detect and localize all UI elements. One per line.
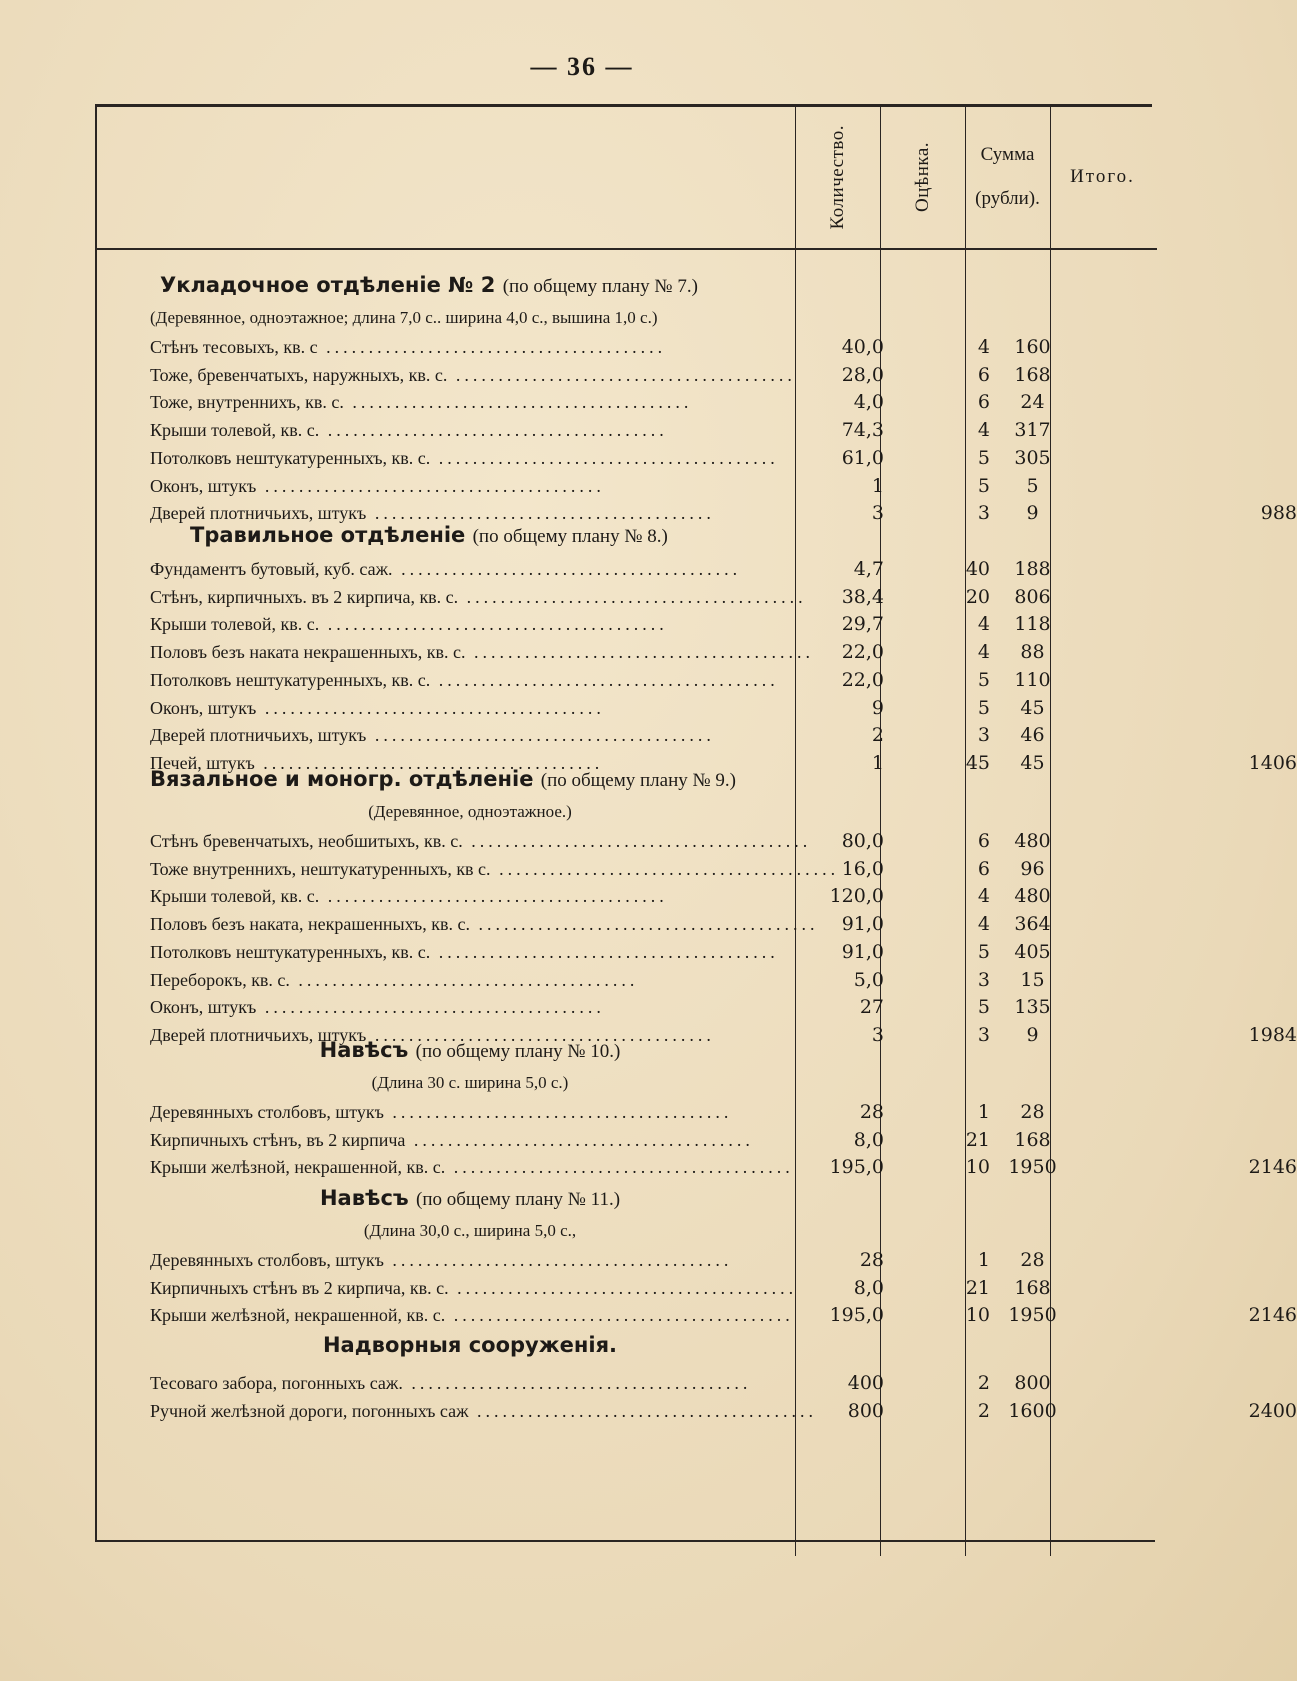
table-row xyxy=(150,939,1155,966)
row-sum: 96 xyxy=(1020,857,1045,880)
section-subnote: (Деревянное, одноэтажное; длина 7,0 с.. ширина 4,0 с., вышина 1,0 с.) xyxy=(150,308,658,327)
row-rate: 10 xyxy=(965,1156,990,1179)
row-qty: 28,0 xyxy=(841,363,884,386)
row-rate: 6 xyxy=(977,830,990,852)
row-rate: 4 xyxy=(977,613,990,636)
row-qty: 80,0 xyxy=(841,830,884,852)
row-qty: 2 xyxy=(871,724,884,747)
table-row xyxy=(150,445,1155,472)
table-row xyxy=(150,722,1155,749)
leader-dots: ........................................ xyxy=(383,1250,733,1270)
row-label-text: Дверей плотничьихъ, штукъ xyxy=(150,725,367,746)
row-label xyxy=(150,639,814,666)
row-label xyxy=(150,667,792,694)
row-label xyxy=(150,1370,792,1397)
leader-dots: ........................................ xyxy=(256,475,605,496)
leader-dots: ........................................ xyxy=(256,697,605,718)
row-rate: 5 xyxy=(977,940,990,963)
row-sum: 480 xyxy=(1014,830,1051,852)
table-row xyxy=(150,883,1155,910)
row-rate: 2 xyxy=(977,1372,990,1394)
page-number: — 36 — xyxy=(530,52,634,81)
row-sum: 1600 xyxy=(1008,1399,1057,1422)
section-title-text: Навѣсъ xyxy=(319,1038,409,1062)
table-row xyxy=(150,911,1155,938)
row-label xyxy=(150,389,792,416)
header-qty-label: Количество. xyxy=(826,124,848,230)
leader-dots: ........................................ xyxy=(402,1373,752,1393)
header-sum xyxy=(965,108,1050,246)
row-total: 2400 xyxy=(1248,1399,1297,1422)
row-rate: 1 xyxy=(977,1249,990,1271)
row-rate: 21 xyxy=(965,1128,990,1151)
row-label xyxy=(150,856,840,883)
row-qty: 61,0 xyxy=(841,446,884,469)
row-qty: 3 xyxy=(871,502,884,525)
row-sum: 1950 xyxy=(1008,1304,1057,1327)
section-title-note: (по общему плану № 11.) xyxy=(416,1189,621,1210)
row-rate: 3 xyxy=(977,502,990,525)
table-row xyxy=(150,695,1155,722)
row-qty: 27 xyxy=(859,996,884,1019)
section-title xyxy=(150,1035,790,1067)
section-title-note: (по общему плану № 9.) xyxy=(540,770,736,791)
row-label xyxy=(150,1398,818,1425)
header-sum-line2: (рубли). xyxy=(975,188,1040,209)
row-sum: 28 xyxy=(1020,1249,1045,1271)
row-rate: 3 xyxy=(977,968,990,991)
row-label xyxy=(150,445,792,472)
row-label-text: Половъ безъ наката некрашенныхъ, кв. с. xyxy=(150,642,466,663)
row-label-text: Стѣнъ тесовыхъ, кв. с xyxy=(150,337,318,357)
row-rate: 6 xyxy=(977,391,990,414)
section-title xyxy=(150,1330,790,1360)
leader-dots: ........................................ xyxy=(448,1277,798,1298)
leader-dots: ........................................ xyxy=(430,447,779,468)
row-label-text: Крыши желѣзной, некрашенной, кв. с. xyxy=(150,1157,446,1178)
row-label-text: Крыши толевой, кв. с. xyxy=(150,886,320,907)
leader-dots: ........................................ xyxy=(490,858,840,879)
section-subnote: (Длина 30,0 с., ширина 5,0 с., xyxy=(363,1221,577,1240)
row-rate: 20 xyxy=(965,585,990,608)
row-qty: 22,0 xyxy=(841,668,884,691)
row-qty: 22,0 xyxy=(841,641,884,664)
row-sum: 800 xyxy=(1014,1372,1051,1394)
section-title-text: Навѣсъ xyxy=(319,1186,409,1210)
row-label xyxy=(150,1247,792,1274)
row-qty: 91,0 xyxy=(841,940,884,963)
row-sum: 188 xyxy=(1014,558,1051,580)
row-total: 1406 xyxy=(1248,751,1297,774)
row-label-text: Кирпичныхъ стѣнъ, въ 2 кирпича xyxy=(150,1129,406,1150)
row-rate: 4 xyxy=(977,336,990,358)
table-row xyxy=(150,639,1155,666)
row-label-text: Переборокъ, кв. с. xyxy=(150,969,290,990)
row-label-text: Оконъ, штукъ xyxy=(150,475,257,496)
header-rule xyxy=(95,248,1157,250)
row-sum: 15 xyxy=(1020,968,1045,991)
row-rate: 1 xyxy=(977,1101,990,1123)
row-sum: 28 xyxy=(1020,1101,1045,1123)
table-row xyxy=(150,994,1155,1021)
table-row xyxy=(150,1247,1155,1274)
row-qty: 8,0 xyxy=(853,1128,884,1151)
row-rate: 21 xyxy=(965,1276,990,1299)
leader-dots: ........................................ xyxy=(289,969,639,990)
row-label xyxy=(150,1275,798,1302)
leader-dots: ........................................ xyxy=(462,831,812,851)
table-row xyxy=(150,1275,1155,1302)
row-sum: 9 xyxy=(1026,1023,1039,1046)
row-sum: 1950 xyxy=(1008,1156,1057,1179)
leader-dots: ........................................ xyxy=(366,725,715,746)
row-qty: 8,0 xyxy=(853,1276,884,1299)
section-title xyxy=(190,520,830,552)
row-label-text: Ручной желѣзной дороги, погонныхъ саж xyxy=(150,1400,469,1421)
row-label-text: Дверей плотничьихъ, штукъ xyxy=(150,503,367,524)
row-label xyxy=(150,417,792,444)
row-label xyxy=(150,1154,792,1181)
row-sum: 305 xyxy=(1014,446,1051,469)
table-row xyxy=(150,389,1155,416)
row-qty: 74,3 xyxy=(841,419,884,442)
row-label xyxy=(150,473,792,500)
row-label xyxy=(150,334,792,361)
leader-dots: ........................................ xyxy=(458,586,807,607)
leader-dots: ........................................ xyxy=(366,503,715,524)
row-label-text: Потолковъ нештукатуренныхъ, кв. с. xyxy=(150,941,431,962)
section-subnote: (Деревянное, одноэтажное.) xyxy=(368,802,572,821)
table-row xyxy=(150,334,1155,361)
row-sum: 118 xyxy=(1014,613,1051,636)
leader-dots: ........................................ xyxy=(430,669,779,690)
row-sum: 405 xyxy=(1014,940,1051,963)
row-rate: 5 xyxy=(977,668,990,691)
leader-dots: ........................................ xyxy=(445,1157,794,1178)
row-label-text: Потолковъ нештукатуренныхъ, кв. с. xyxy=(150,447,431,468)
row-rate: 4 xyxy=(977,885,990,908)
row-qty: 29,7 xyxy=(841,613,884,636)
header-total-label: Итого. xyxy=(1070,166,1135,187)
table-row xyxy=(150,556,1155,583)
row-label-text: Потолковъ нештукатуренныхъ, кв. с. xyxy=(150,669,431,690)
section-title xyxy=(160,270,800,302)
row-label-text: Печей, штукъ xyxy=(150,752,255,773)
row-qty: 195,0 xyxy=(829,1156,884,1179)
row-label xyxy=(150,362,796,389)
row-sum: 806 xyxy=(1014,585,1051,608)
row-label-text: Деревянныхъ столбовъ, штукъ xyxy=(150,1250,384,1270)
row-label-text: Стѣнъ бревенчатыхъ, необшитыхъ, кв. с. xyxy=(150,831,463,851)
row-sum: 45 xyxy=(1020,696,1045,719)
leader-dots: ........................................ xyxy=(366,1024,715,1045)
row-qty: 28 xyxy=(859,1249,884,1271)
row-label xyxy=(150,828,812,855)
section-title xyxy=(150,1183,790,1215)
row-label-text: Крыши толевой, кв. с. xyxy=(150,614,320,635)
row-qty: 40,0 xyxy=(841,336,884,358)
leader-dots: ........................................ xyxy=(317,337,667,357)
row-label xyxy=(150,584,807,611)
row-qty: 3 xyxy=(871,1023,884,1046)
leader-dots: ........................................ xyxy=(468,1400,818,1421)
row-rate: 2 xyxy=(977,1399,990,1422)
row-qty: 800 xyxy=(847,1399,884,1422)
row-label xyxy=(150,883,792,910)
table-row xyxy=(150,1127,1155,1154)
row-qty: 1 xyxy=(871,474,884,497)
row-label-text: Оконъ, штукъ xyxy=(150,997,257,1018)
row-label xyxy=(150,556,792,583)
row-label-text: Дверей плотничьихъ, штукъ xyxy=(150,1024,367,1045)
row-rate: 5 xyxy=(977,696,990,719)
section-title-text: Вязальное и моногр. отдѣленіе xyxy=(150,767,534,791)
row-label xyxy=(150,1099,792,1126)
row-sum: 168 xyxy=(1014,1128,1051,1151)
row-qty: 28 xyxy=(859,1101,884,1123)
header-sum-line1: Сумма xyxy=(980,144,1035,165)
row-qty: 400 xyxy=(847,1372,884,1394)
row-rate: 5 xyxy=(977,996,990,1019)
row-sum: 168 xyxy=(1014,363,1051,386)
leader-dots: ........................................ xyxy=(383,1102,733,1122)
row-sum: 480 xyxy=(1014,885,1051,908)
row-label-text: Тоже, внутреннихъ, кв. с. xyxy=(150,392,344,413)
table-row xyxy=(150,856,1155,883)
row-sum: 5 xyxy=(1026,474,1039,497)
row-qty: 120,0 xyxy=(829,885,884,908)
section-title-text: Травильное отдѣленіе xyxy=(190,523,466,547)
leader-dots: ........................................ xyxy=(343,392,693,413)
leader-dots: ........................................ xyxy=(430,941,779,962)
leader-dots: ........................................ xyxy=(405,1129,754,1150)
row-label-text: Тесоваго забора, погонныхъ саж. xyxy=(150,1373,403,1393)
row-label-text: Деревянныхъ столбовъ, штукъ xyxy=(150,1102,384,1122)
row-rate: 4 xyxy=(977,913,990,936)
leader-dots: ........................................ xyxy=(447,364,796,385)
table-row xyxy=(150,667,1155,694)
row-label xyxy=(150,1127,792,1154)
row-sum: 88 xyxy=(1020,641,1045,664)
row-label-text: Фундаментъ бутовый, куб. саж. xyxy=(150,559,393,579)
row-label-text: Тоже, бревенчатыхъ, наружныхъ, кв. с. xyxy=(150,364,448,385)
row-label xyxy=(150,695,792,722)
row-sum: 317 xyxy=(1014,419,1051,442)
row-label-text: Крыши желѣзной, некрашенной, кв. с. xyxy=(150,1305,446,1326)
row-rate: 40 xyxy=(965,558,990,580)
row-label-text: Тоже внутреннихъ, нештукатуренныхъ, кв с. xyxy=(150,858,491,879)
row-rate: 4 xyxy=(977,641,990,664)
row-sum: 168 xyxy=(1014,1276,1051,1299)
section-subnote: (Длина 30 с. ширина 5,0 с.) xyxy=(371,1073,569,1092)
header-qty xyxy=(795,108,880,246)
row-label-text: Стѣнъ, кирпичныхъ. въ 2 кирпича, кв. с. xyxy=(150,586,459,607)
table-row xyxy=(150,828,1155,855)
header-rate xyxy=(880,108,965,246)
row-rate: 3 xyxy=(977,1023,990,1046)
table-row xyxy=(150,1154,1297,1181)
table-row xyxy=(150,967,1155,994)
row-qty: 16,0 xyxy=(841,857,884,880)
row-sum: 135 xyxy=(1014,996,1051,1019)
row-qty: 38,4 xyxy=(841,585,884,608)
leader-dots: ........................................ xyxy=(319,614,668,635)
table-row xyxy=(150,362,1155,389)
row-total: 2146 xyxy=(1248,1304,1297,1327)
section-title-note: (по общему плану № 7.) xyxy=(502,276,698,297)
row-label xyxy=(150,939,792,966)
leader-dots: ........................................ xyxy=(445,1305,794,1326)
row-qty: 1 xyxy=(871,751,884,774)
section-title-note: (по общему плану № 10.) xyxy=(415,1041,621,1062)
leader-dots: ........................................ xyxy=(392,559,742,579)
table-row xyxy=(150,611,1155,638)
row-sum: 45 xyxy=(1020,751,1045,774)
leader-dots: ........................................ xyxy=(256,997,605,1018)
row-label-text: Оконъ, штукъ xyxy=(150,697,257,718)
row-sum: 160 xyxy=(1014,336,1051,358)
header-total xyxy=(1050,108,1155,246)
row-rate: 10 xyxy=(965,1304,990,1327)
row-label xyxy=(150,722,792,749)
row-total: 988 xyxy=(1260,502,1297,525)
row-rate: 3 xyxy=(977,724,990,747)
table-row xyxy=(150,584,1155,611)
row-sum: 24 xyxy=(1020,391,1045,414)
row-label xyxy=(150,967,792,994)
row-sum: 364 xyxy=(1014,913,1051,936)
table-row xyxy=(150,1099,1155,1126)
leader-dots: ........................................ xyxy=(469,914,819,935)
row-qty: 195,0 xyxy=(829,1304,884,1327)
row-qty: 5,0 xyxy=(853,968,884,991)
table-row xyxy=(150,473,1155,500)
section-title xyxy=(150,764,790,796)
row-sum: 9 xyxy=(1026,502,1039,525)
leader-dots: ........................................ xyxy=(465,642,814,663)
header-rate-label: Оцѣнка. xyxy=(911,142,933,212)
row-label xyxy=(150,911,819,938)
row-sum: 110 xyxy=(1014,668,1051,691)
row-label-text: Крыши толевой, кв. с. xyxy=(150,420,320,441)
row-rate: 5 xyxy=(977,474,990,497)
leader-dots: ........................................ xyxy=(254,752,604,773)
row-qty: 4,0 xyxy=(853,391,884,414)
table-row xyxy=(150,1370,1155,1397)
row-rate: 6 xyxy=(977,363,990,386)
row-rate: 6 xyxy=(977,857,990,880)
row-label-text: Половъ безъ наката, некрашенныхъ, кв. с. xyxy=(150,914,470,935)
row-sum: 46 xyxy=(1020,724,1045,747)
row-qty: 9 xyxy=(871,696,884,719)
row-label-text: Кирпичныхъ стѣнъ въ 2 кирпича, кв. с. xyxy=(150,1277,449,1298)
row-rate: 45 xyxy=(965,751,990,774)
row-rate: 4 xyxy=(977,419,990,442)
row-total: 1984 xyxy=(1248,1023,1297,1046)
row-total: 2146 xyxy=(1248,1156,1297,1179)
table-row xyxy=(150,1398,1297,1425)
row-qty: 91,0 xyxy=(841,913,884,936)
row-label xyxy=(150,994,792,1021)
row-label xyxy=(150,611,792,638)
row-qty: 4,7 xyxy=(853,558,884,580)
section-title-text: Надворныя сооруженія. xyxy=(322,1333,618,1357)
row-rate: 5 xyxy=(977,446,990,469)
section-title-note: (по общему плану № 8.) xyxy=(472,526,668,547)
row-label xyxy=(150,1302,792,1329)
table-row xyxy=(150,417,1155,444)
leader-dots: ........................................ xyxy=(319,886,668,907)
table-bottom-rule xyxy=(95,1540,1155,1542)
section-title-text: Укладочное отдѣленіе № 2 xyxy=(160,273,496,297)
table-row xyxy=(150,1302,1297,1329)
leader-dots: ........................................ xyxy=(319,420,668,441)
